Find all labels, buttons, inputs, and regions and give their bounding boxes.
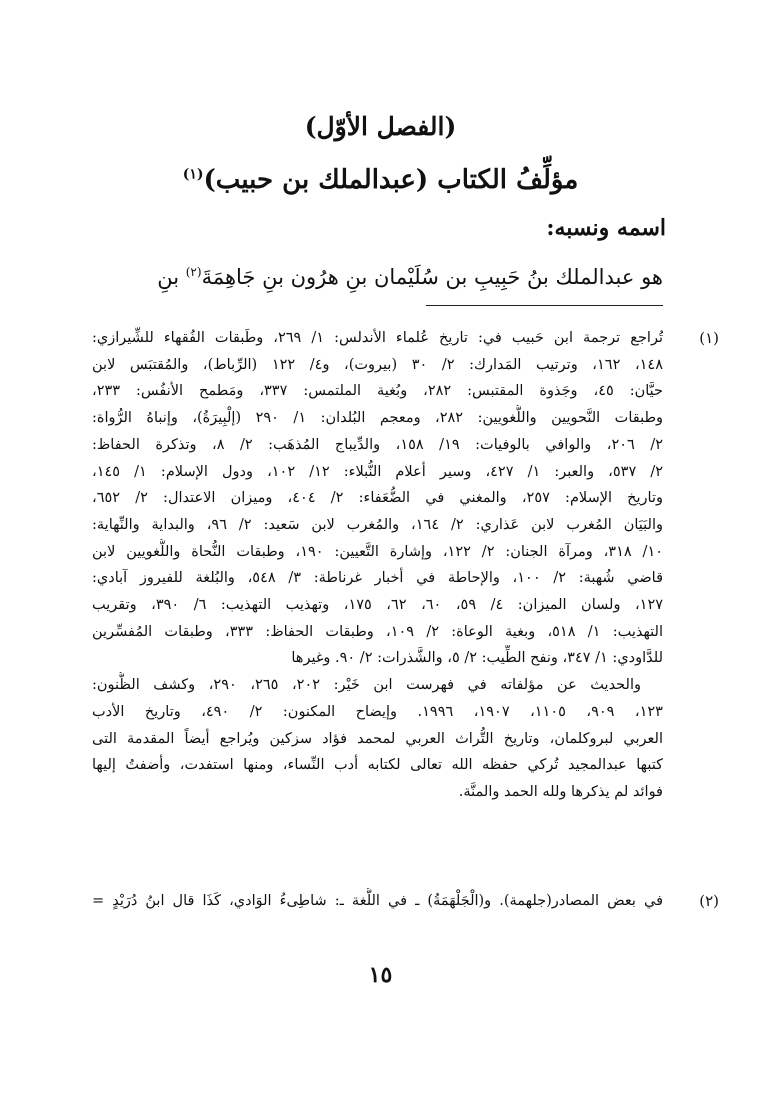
footnote-line: وتاريخ الإسلام: ٢٥٧، والمغني في الضُّعَفاء: ٢/ ٤٠٤، وميزان الاعتدال: ٢/ ٦٥٢، xyxy=(92,490,663,507)
footnote-line: كتبها عبدالمجيد تُركي حفظه الله تعالى لكتابه أدب النِّساء، ومنها استفدت، وأضفتُ إليها xyxy=(92,757,663,774)
footnote-line: ٢/ ٥٣٧، والعبر: ١/ ٤٢٧، وسير أعلام النُّبلاء: ١٢/ ١٠٢، ودول الإسلام: ١/ ١٤٥، xyxy=(92,463,663,480)
chapter-title: (الفصل الأوّل) xyxy=(304,112,457,141)
footnote-line: ١٠/ ٣١٨، ومرآة الجنان: ٢/ ١٢٢، وإشارة التَّعيين: ١٩٠، وطبقات النُّحاة واللُّغويين لابن xyxy=(92,543,663,560)
footnote-line: للدَّاودي: ١/ ٣٤٧، ونفح الطِّيب: ٢/ ٥، والشَّذرات: ٢/ ٩٠. وغيرها xyxy=(291,650,663,667)
footnote-line: حيَّان: ٤٥، وجَذوة المقتبس: ٢٨٢، وبُغية الملتمس: ٣٣٧، ومَطمح الأنفُس: ٢٣٣، xyxy=(92,383,663,400)
footnote-2-number: (٢) xyxy=(699,892,719,910)
footnote-line: ١٤٨، ١٦٢، وترتيب المَدارك: ٢/ ٣٠ (بيروت)، و٤/ ١٢٢ (الرِّباط)، والمُقتبَس لابن xyxy=(92,356,663,373)
section-heading: اسمه ونسبه: xyxy=(546,215,666,241)
book-title-text: مؤلِّفُ الكتاب (عبدالملك بن حبيب) xyxy=(203,165,579,195)
footnote-line: والبَيَان المُغرب لابن عَذاري: ٢/ ١٦٤، والمُغرب لابن سَعيد: ٢/ ٩٦، والبداية والنِّهاية: xyxy=(92,516,663,533)
footnote-line: في بعض المصادر(جلهمة). و(الْجَلْهَمَةُ) ـ في اللُّغة ـ: شاطِىءُ الوَادي، كَذَا قال ابنُ دُرَيْدٍ = xyxy=(92,893,663,909)
body-text: هو عبدالملك بنُ حَبِيبِ بن سُلَيْمان بنِ هرُون بنِ جَاهِمَةَ xyxy=(201,265,663,289)
footnote-line: العربي لبروكلمان، وتاريخ التُّراث العربي لمحمد فؤاد سزكين ويُراجع أيضاً المقدمة التى xyxy=(92,730,663,747)
footnote-line: التهذيب: ١/ ٥١٨، وبغية الوعاة: ٢/ ١٠٩، وطبقات الحفاظ: ٣٣٣، وطبقات المُفسِّرين xyxy=(92,623,663,640)
footnote-line: وطبقات النَّحويين واللُّغويين: ٢٨٢، ومعجم البُلدان: ١/ ٢٩٠ (إلْبِيرَةُ)، وإنباهُ الرُّواة: xyxy=(92,410,663,427)
footnote-1 xyxy=(92,325,719,806)
body-paragraph xyxy=(100,257,663,292)
footnote-line: والحديث عن مؤلفاته في فهرست ابن خَيْر: ٢٠٢، ٢٦٥، ٢٩٠، وكشف الظُّنون: xyxy=(92,677,641,694)
book-title xyxy=(0,165,761,195)
page-number: ١٥ xyxy=(368,962,393,988)
book-title-footnote-ref: (١) xyxy=(182,166,204,183)
footnote-line: قاضي شُهبة: ٢/ ١٠٠، والإحاطة في أخبار غرناطة: ٣/ ٥٤٨، والبُلغة للفيروز آبادي: xyxy=(92,570,663,587)
footnote-line: ١٢٣، ٩٠٩، ١١٠٥، ١٩٠٧، ١٩٩٦. وإيضاح المكنون: ٢/ ٤٩٠، وتاريخ الأدب xyxy=(92,703,663,720)
footnote-1-number: (١) xyxy=(699,329,719,347)
footnote-2 xyxy=(92,888,719,915)
footnote-line: ٢/ ٢٠٦، والوافي بالوفيات: ١٩/ ١٥٨، والدِّيباج المُذهَب: ٢/ ٨، وتذكرة الحفاظ: xyxy=(92,436,663,453)
body-text-end: بنِ xyxy=(157,265,180,289)
body-footnote-ref: (٢) xyxy=(185,265,202,279)
footnote-line: فوائد لم يذكرها ولله الحمد والمنَّة. xyxy=(458,783,663,800)
footnote-line: ١٢٧، ولسان الميزان: ٤/ ٥٩، ٦٠، ٦٢، ١٧٥، وتهذيب التهذيب: ٦/ ٣٩٠، وتقريب xyxy=(92,597,663,614)
footnote-separator xyxy=(426,305,663,306)
footnote-line: تُراجع ترجمة ابن حَبيب في: تاريخ عُلماء الأندلس: ١/ ٢٦٩، وطَبقات الفُقهاء للشِّيرازي: xyxy=(92,330,663,346)
